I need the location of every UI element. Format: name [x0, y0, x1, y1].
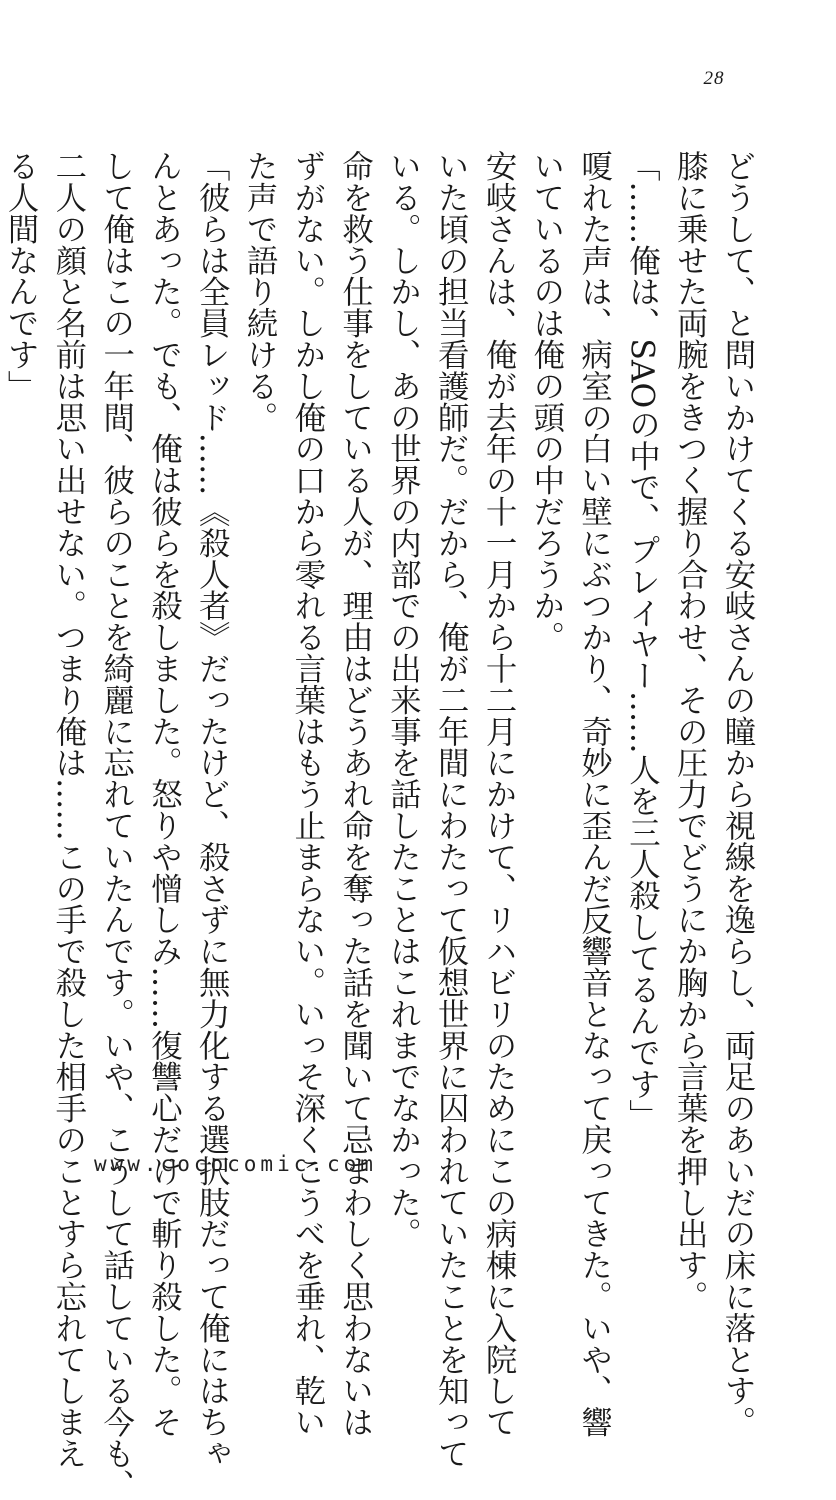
text-column: る人間なんです」	[2, 150, 39, 402]
text-column: いているのは俺の頭の中だろうか。	[527, 150, 564, 653]
text-column: 膝に乗せた両腕をきつく握り合わせ、その圧力でどうにか胸から言葉を押し出す。	[671, 150, 708, 1312]
footer-watermark-url: www.cococomic.com	[94, 1152, 377, 1176]
text-column: 命を救う仕事をしている人が、理由はどうあれ命を奪った話を聞いて忌まわしく思わないは	[336, 150, 373, 1438]
text-column: 「……俺は、SAOの中で、プレイヤー……人を三人殺してるんです」	[623, 150, 660, 1131]
text-column: いた頃の担当看護師だ。だから、俺が二年間にわたって仮想世界に囚われていたことを知って	[432, 150, 469, 1469]
text-column: ずがない。しかし俺の口から零れる言葉はもう止まらない。いっそ深くこうべを垂れ、乾い	[288, 150, 325, 1438]
text-column: いる。しかし、あの世界の内部での出来事を話したことはこれまでなかった。	[384, 150, 421, 1249]
text-column: 安岐さんは、俺が去年の十一月から十二月にかけて、リハビリのためにこの病棟に入院して	[480, 150, 517, 1438]
text-column: 嗄れた声は、病室の白い壁にぶつかり、奇妙に歪んだ反響音となって戻ってきた。いや、響	[575, 150, 612, 1438]
text-column: 二人の顔と名前は思い出せない。つまり俺は……この手で殺した相手のことすら忘れてしまえ	[49, 150, 86, 1469]
text-column: して俺はこの一年間、彼らのことを綺麗に忘れていたんです。いや、こうして話している今も、	[97, 150, 134, 1500]
text-column: た声で語り続ける。	[241, 150, 278, 433]
text-column: んとあった。でも、俺は彼らを殺しました。怒りや憎しみ……復讐心だけで斬り殺した。そ	[145, 150, 182, 1438]
page-number: 28	[703, 68, 725, 89]
text-column: どうして、と問いかけてくる安岐さんの瞳から視線を逸らし、両足のあいだの床に落とす。	[719, 150, 755, 1438]
text-column: 「彼らは全員レッド……《殺人者》だったけど、殺さずに無力化する選択肢だって俺にはちゃ	[193, 150, 230, 1469]
